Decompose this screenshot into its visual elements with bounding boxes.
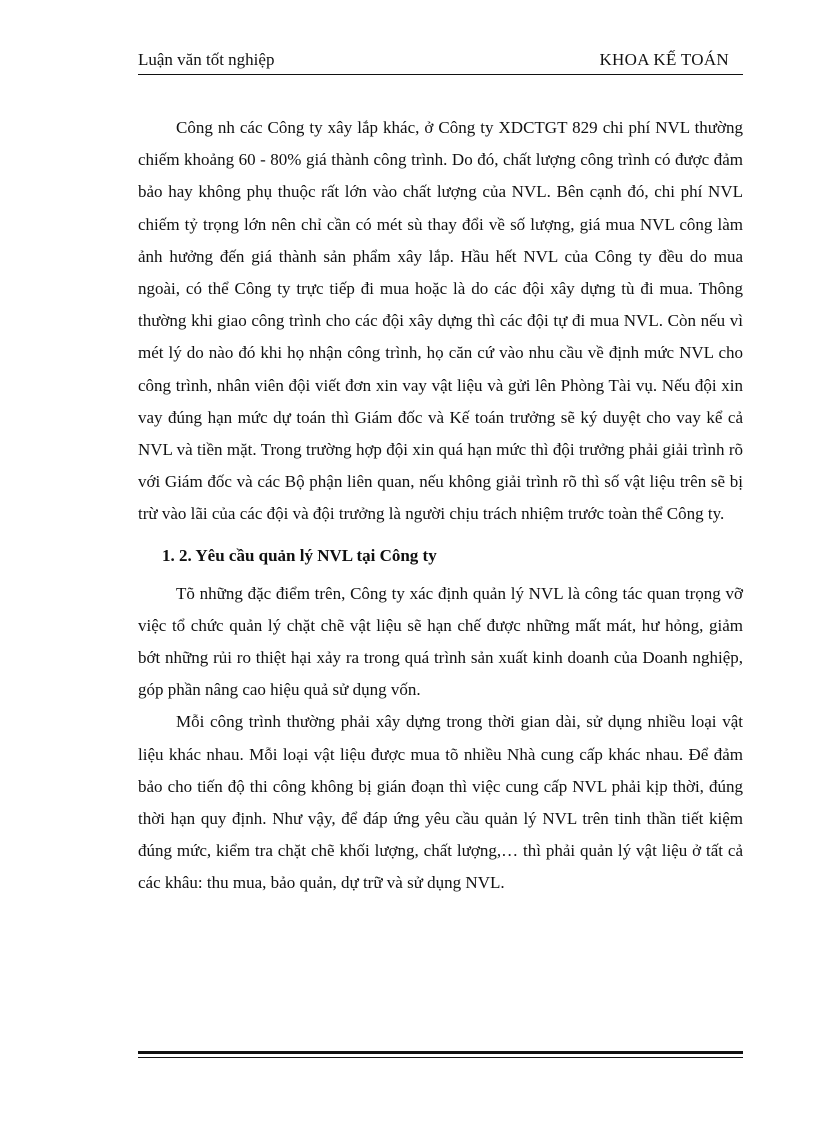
section-heading: 1. 2. Yêu cầu quản lý NVL tại Công ty xyxy=(162,545,437,565)
header-thesis-title: Luận văn tốt nghiệp xyxy=(138,50,275,69)
body-paragraph-3: Mỗi công trình thường phải xây dựng trong thời gian dài, sử dụng nhiều loại vật liệu khác nhau. Mỗi loại vật liệu được mua tõ nhiều Nhà cung cấp khác nhau. Để đảm bảo cho tiến độ thi công không bị gián đoạn thì việc cung cấp NVL phải kịp thời, đúng thời hạn quy định. Như vậy, để đáp ứng yêu cầu quản lý NVL trên tinh thần tiết kiệm đúng mức, kiểm tra chặt chẽ khối lượng, chất lượng,… thì phải quản lý vật liệu ở tất cả các khâu: thu mua, bảo quản, dự trữ và sử dụng NVL. xyxy=(138,712,743,893)
header-faculty-name: KHOA KẾ TOÁN xyxy=(599,50,729,69)
footer-rule-thin xyxy=(138,1057,743,1058)
header-rule xyxy=(138,74,743,75)
page-body xyxy=(138,112,743,900)
page-header xyxy=(138,48,743,74)
footer-rule-thick xyxy=(138,1051,743,1054)
body-paragraph-1: Công nh các Công ty xây lắp khác, ở Công ty XDCTGT 829 chi phí NVL thường chiếm khoảng 60 - 80% giá thành công trình. Do đó, chất lượng công trình có được đảm bảo hay không phụ thuộc rất lớn vào chất lượng của NVL. Bên cạnh đó, chi phí NVL chiếm tỷ trọng lớn nên chỉ cần có mét sù thay đổi về số lượng, giá mua NVL công làm ảnh hưởng đến giá thành sản phẩm xây lắp. Hầu hết NVL của Công ty đều do mua ngoài, có thể Công ty trực tiếp đi mua hoặc là do các đội xây dựng tù đi mua. Thông thường khi giao công trình cho các đội xây dựng thì các đội tự đi mua NVL. Còn nếu vì mét lý do nào đó khi họ nhận công trình, họ căn cứ vào nhu cầu về định mức NVL cho công trình, nhân viên đội viết đơn xin vay vật liệu và gửi lên Phòng Tài vụ. Nếu đội xin vay đúng hạn mức dự toán thì Giám đốc và Kế toán trưởng sẽ ký duyệt cho vay kể cả NVL và tiền mặt. Trong trường hợp đội xin quá hạn mức thì đội trưởng phải giải trình rõ với Giám đốc và các Bộ phận liên quan, nếu không giải trình rõ thì số vật liệu trên sẽ bị trừ vào lãi của các đội và đội trưởng là người chịu trách nhiệm trước toàn thể Công ty. xyxy=(138,118,743,524)
body-paragraph-2: Tõ những đặc điểm trên, Công ty xác định quản lý NVL là công tác quan trọng vỡ việc tổ chức quản lý chặt chẽ vật liệu sẽ hạn chế được những mất mát, hư hỏng, giảm bớt những rủi ro thiệt hại xảy ra trong quá trình sản xuất kinh doanh của Doanh nghiệp, góp phần nâng cao hiệu quả sử dụng vốn. xyxy=(138,583,743,700)
